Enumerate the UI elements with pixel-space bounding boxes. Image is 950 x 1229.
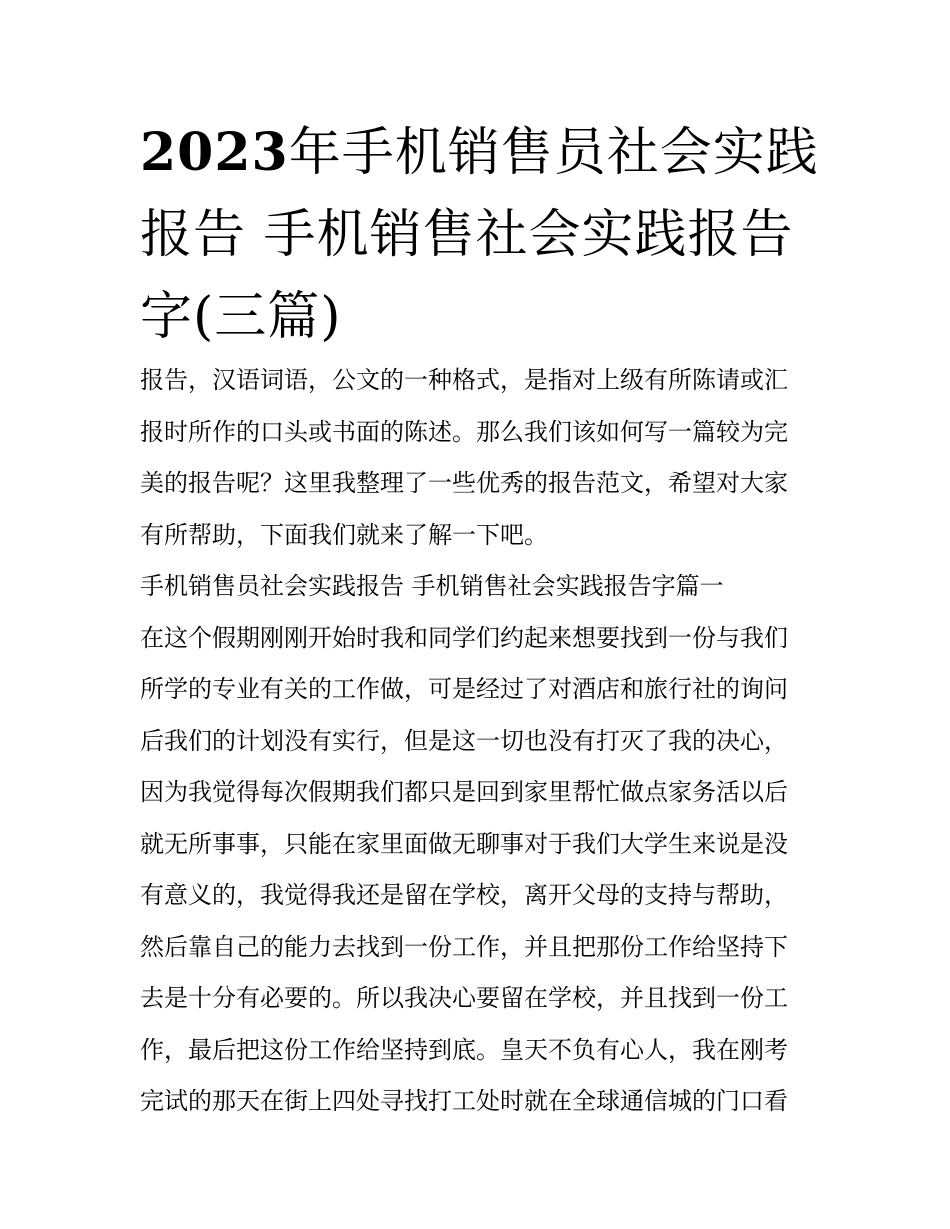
intro-line: 有所帮助，下面我们就来了解一下吧。 (140, 520, 548, 549)
body-line: 就无所事事，只能在家里面做无聊事对于我们大学生来说是没 (140, 829, 788, 858)
body-line: 在这个假期刚刚开始时我和同学们约起来想要找到一份与我们 (140, 623, 788, 652)
title-text: 年手机销售员社会实践报告 手机销售社会实践报告字(三篇) (140, 123, 819, 347)
body-line: 然后靠自己的能力去找到一份工作，并且把那份工作给坚持下 (140, 932, 788, 961)
document-body (140, 355, 820, 1128)
body-line: 作，最后把这份工作给坚持到底。皇天不负有心人，我在刚考 (140, 1035, 788, 1064)
body-line: 因为我觉得每次假期我们都只是回到家里帮忙做点家务活以后 (140, 778, 788, 806)
body-line: 所学的专业有关的工作做，可是经过了对酒店和旅行社的询问 (140, 675, 788, 703)
body-line: 有意义的，我觉得我还是留在学校，离开父母的支持与帮助， (140, 881, 788, 909)
body-line: 去是十分有必要的。所以我决心要留在学校，并且找到一份工 (140, 984, 788, 1012)
title-year: 2023 (140, 122, 289, 183)
section-heading: 手机销售员社会实践报告 手机销售社会实践报告字篇一 (140, 572, 724, 600)
intro-line: 美的报告呢？这里我整理了一些优秀的报告范文，希望对大家 (140, 469, 788, 497)
intro-line: 报告，汉语词语，公文的一种格式，是指对上级有所陈请或汇 (140, 366, 788, 394)
intro-line: 报时所作的口头或书面的陈述。那么我们该如何写一篇较为完 (140, 417, 788, 446)
body-line: 完试的那天在街上四处寻找打工处时就在全球通信城的门口看 (140, 1087, 788, 1115)
document-title (140, 112, 820, 358)
body-line: 后我们的计划没有实行，但是这一切也没有打灭了我的决心， (140, 726, 788, 755)
